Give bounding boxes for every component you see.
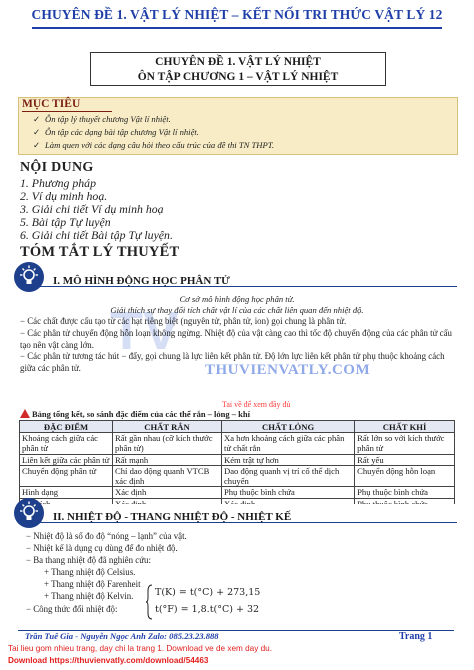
table-cell: Rất mạnh [113, 454, 222, 465]
check-icon: ✓ [33, 140, 41, 150]
table-cell: Phụ thuộc bình chứa [221, 487, 354, 498]
scale-item: + Thang nhiệt độ Farenheit [44, 579, 141, 589]
states-comparison-table [19, 420, 455, 510]
download-link[interactable]: Download https://thuvienvatly.com/download/54463 [8, 656, 209, 665]
section-2-bullet: − Nhiệt kế là dụng cụ dùng để đo nhiệt độ. [26, 543, 178, 553]
goal-item: ✓ Ôn tập lý thuyết chương Vật lí nhiệt. [33, 114, 171, 124]
table-row [20, 454, 455, 465]
formula-kelvin: T(K) = t(°C) + 273,15 [155, 587, 261, 598]
column-header: CHẤT KHÍ [355, 421, 455, 433]
footer-author: Trần Tuê Gia - Nguyễn Ngọc Anh Zalo: 085.23.23.888 [25, 631, 219, 641]
table-header-row [20, 421, 455, 433]
table-cell: Liên kết giữa các phân tử [20, 454, 113, 465]
table-caption: Bảng tổng kết, so sánh đặc điểm của các thể rắn – lỏng – khí [20, 409, 250, 419]
check-icon: ✓ [33, 114, 41, 124]
toc-item: 2. Ví dụ minh hoạ. [20, 189, 108, 203]
section-1-intro-1: Cơ sở mô hình động học phân tử. [179, 294, 295, 304]
table-cell: Dao động quanh vị trí cố thể dịch chuyển [221, 465, 354, 487]
table-cell: Hình dạng [20, 487, 113, 498]
scale-item: + Thang nhiệt độ Celsius. [44, 567, 136, 577]
section-1-paragraph: − Các phân tử tương tác hút − đẩy, gọi chung là lực liên kết phân tử. Độ lớn lực liên kết phân tử phụ thuộc khoảng cách giữa các phân tử. [20, 351, 445, 373]
download-watermark: Tai về để xem đầy đủ [222, 400, 291, 409]
table-row [20, 465, 455, 487]
section-1-paragraph: − Các chất được cấu tạo từ các hạt riêng biệt (nguyên tử, phân tử, ion) gọi chung là phân tử. [20, 316, 347, 326]
site-watermark: THUVIENVATLY.COM [205, 362, 371, 378]
toc-item: 1. Phương pháp [20, 176, 96, 190]
table-cell: Xác định [113, 487, 222, 498]
table-cell: Chuyển động phân tử [20, 465, 113, 487]
table-cell: Phụ thuộc bình chứa [355, 487, 455, 498]
goal-item: ✓ Làm quen với các dạng câu hỏi theo cấu trúc của đề thi TN THPT. [33, 140, 275, 150]
formula-fahrenheit: t(°F) = 1,8.t(°C) + 32 [155, 604, 260, 615]
section-1-intro-2: Giải thích sự thay đổi tích chất vật lí của các chất liên quan đến nhiệt độ. [110, 305, 364, 315]
section-2-title: II. NHIỆT ĐỘ - THANG NHIỆT ĐỘ - NHIỆT KẾ [53, 511, 292, 523]
table-cell: Chuyển động hỗn loạn [355, 465, 455, 487]
table-cell: Rất gần nhau (cỡ kích thước phân tử) [113, 433, 222, 455]
formula-label: − Công thức đổi nhiệt độ: [26, 604, 118, 614]
table-row [20, 433, 455, 455]
content-heading: NỘI DUNG [20, 160, 94, 175]
column-header: CHẤT LỎNG [221, 421, 354, 433]
goals-title: MỤC TIÊU [22, 98, 81, 110]
section-2-bullet: − Nhiệt độ là số đo độ “nóng – lạnh” của vật. [26, 531, 187, 541]
conversion-formula [146, 583, 266, 621]
warning-icon [20, 409, 30, 418]
chapter-subtitle: ÔN TẬP CHƯƠNG 1 – VẬT LÝ NHIỆT [137, 71, 339, 83]
page-number: Trang 1 [399, 631, 433, 642]
header-divider [32, 27, 442, 29]
svg-text:TV: TV [110, 301, 180, 361]
goal-item: ✓ Ôn tập các dạng bài tập chương Vật lí nhiệt. [33, 127, 199, 137]
lightbulb-icon [14, 262, 44, 292]
toc-item: 5. Bài tập Tự luyện [20, 215, 111, 229]
table-cell: Kém trật tự hơn [221, 454, 354, 465]
toc-item: 3. Giải chi tiết Ví dụ minh hoạ [20, 202, 164, 216]
table-cell: Chỉ dao động quanh VTCB xác định [113, 465, 222, 487]
scale-item: + Thang nhiệt độ Kelvin. [44, 591, 134, 601]
section-2-bullet: − Ba thang nhiệt độ đã nghiên cứu: [26, 555, 151, 565]
lightbulb-icon [14, 498, 44, 528]
column-header: CHẤT RẮN [113, 421, 222, 433]
page-header-title: CHUYÊN ĐỀ 1. VẬT LÝ NHIỆT – KẾT NỐI TRI THỨC VẬT LÝ 12 [31, 7, 443, 22]
table-cell: Khoảng cách giữa các phân tử [20, 433, 113, 455]
promo-text: Tai lieu gom nhieu trang, day chi la trang 1. Download ve de xem day du. [8, 644, 272, 653]
summary-heading: TÓM TẮT LÝ THUYẾT [20, 244, 180, 260]
toc-item: 6. Giải chi tiết Bài tập Tự luyện. [20, 228, 173, 242]
goals-title-underline [22, 111, 112, 112]
chapter-title: CHUYÊN ĐỀ 1. VẬT LÝ NHIỆT [155, 56, 321, 68]
section-1-paragraph: − Các phân tử chuyển động hỗn loạn không ngừng. Nhiệt độ của vật càng cao thì tốc độ chuyển động của các phân tử cấu tạo nên vật càng lớn. [20, 328, 452, 350]
check-icon: ✓ [33, 127, 41, 137]
table-cell: Xa hơn khoảng cách giữa các phân tử chất rắn [221, 433, 354, 455]
table-cell: Rất lớn so với kích thước phân tử [355, 433, 455, 455]
column-header: ĐẶC ĐIỂM [20, 421, 113, 433]
chapter-box [90, 52, 386, 86]
table-row [20, 487, 455, 498]
table-cell: Rất yếu [355, 454, 455, 465]
section-1-title: I. MÔ HÌNH ĐỘNG HỌC PHÂN TỬ [53, 275, 230, 287]
